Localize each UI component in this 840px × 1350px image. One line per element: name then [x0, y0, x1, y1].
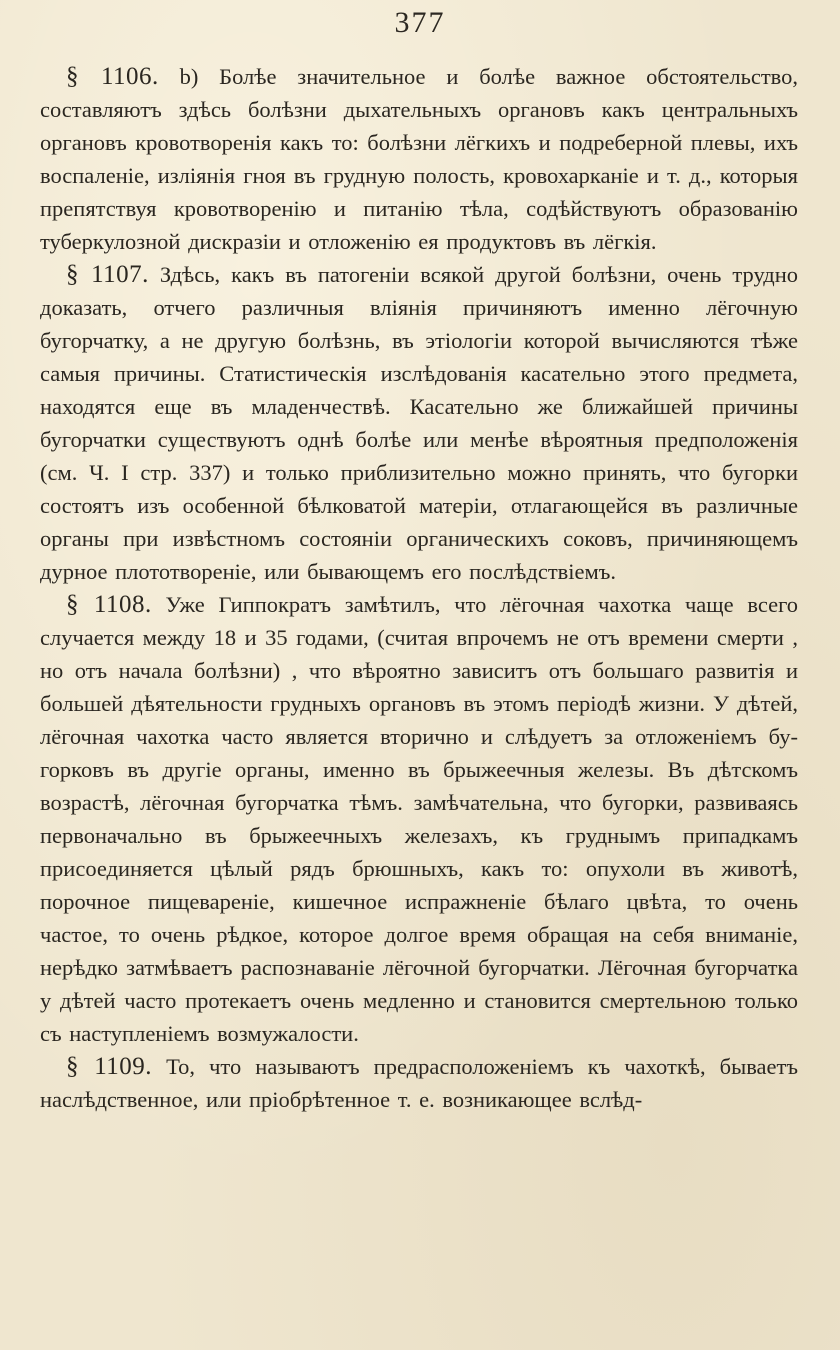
paragraph-1109 [40, 1050, 798, 1116]
section-number: § 1108. [66, 591, 152, 618]
section-number: § 1106. [66, 63, 159, 90]
paragraph-text: Уже Гиппократъ замѣтилъ, что лёгочная чахотка чаще всего случается между 18 и 35 годами, (считая впрочемъ не отъ времени смерти , но отъ начала болѣзни) , что вѣроятно зависитъ отъ большаго развитія и большей дѣятельности грудныхъ органовъ въ этомъ періодѣ жизни. У дѣтей, лёгочная чахотка часто является вторично и слѣдуетъ за отложеніемъ бугорковъ въ другіе органы, именно въ брыжеечныя железы. Въ дѣтскомъ возрастѣ, лёгочная бугорчатка тѣмъ. замѣчательна, что бугорки, развиваясь первоначально въ брыжеечныхъ железахъ, къ груднымъ припадкамъ присоединяется цѣлый рядъ брюшныхъ, какъ то: опухоли въ животѣ, порочное пищевареніе, кишечное испражненіе бѣлаго цвѣта, то очень частое, то очень рѣдкое, которое долгое время обращая на себя вниманіе, нерѣдко затмѣваетъ распознаваніе лёгочной бугорчатки. Лёгочная бугорчатка у дѣтей часто протекаетъ очень медленно и становится смертельною только съ наступленіемъ возмужалости. [40, 592, 799, 1046]
paragraph-1107 [40, 258, 798, 588]
section-number: § 1109. [66, 1053, 153, 1080]
paragraph-text: Здѣсь, какъ въ патогеніи всякой другой болѣзни, очень трудно доказать, отчего различныя вліянія причиняютъ именно лёгочную бугорчатку, а не другую болѣзнь, въ этіологіи которой вычисляются тѣже самыя причины. Статистическія изслѣдованія касательно этого предмета, находятся еще въ младенчествѣ. Касательно же ближайшей причины бугорчатки существуютъ однѣ болѣе или менѣе вѣроятныя предположенія (см. Ч. I стр. 337) и только приблизительно можно принять, что бугорки состоятъ изъ особенной бѣлковатой матеріи, отлагающейся въ различные органы при извѣстномъ состояніи органическихъ соковъ, причиняющемъ дурное плототвореніе, или бывающемъ его послѣдствіемъ. [40, 262, 799, 584]
paragraph-1106 [40, 60, 798, 258]
paragraph-text: То, что называютъ предрасположеніемъ къ чахоткѣ, бываетъ наслѣдственное, или пріобрѣтенное т. е. возникающее вслѣд- [40, 1054, 799, 1112]
paragraph-text: b) Болѣе значительное и болѣе важное обстоятельство, составляютъ здѣсь болѣзни дыхательныхъ органовъ какъ центральныхъ органовъ кровотворенія какъ то: болѣзни лёгкихъ и подреберной плевы, ихъ воспаленіе, изліянія гноя въ грудную полость, кровохарканіе и т. д., которыя препятствуя кровотворенію и питанію тѣла, содѣйствуютъ образованію туберкулозной дискразіи и отложенію ея продуктовъ въ лёгкія. [40, 64, 798, 254]
page-number: 377 [394, 6, 446, 39]
paragraph-1108 [40, 588, 798, 1050]
section-number: § 1107. [66, 261, 149, 288]
page-body [40, 60, 798, 1116]
